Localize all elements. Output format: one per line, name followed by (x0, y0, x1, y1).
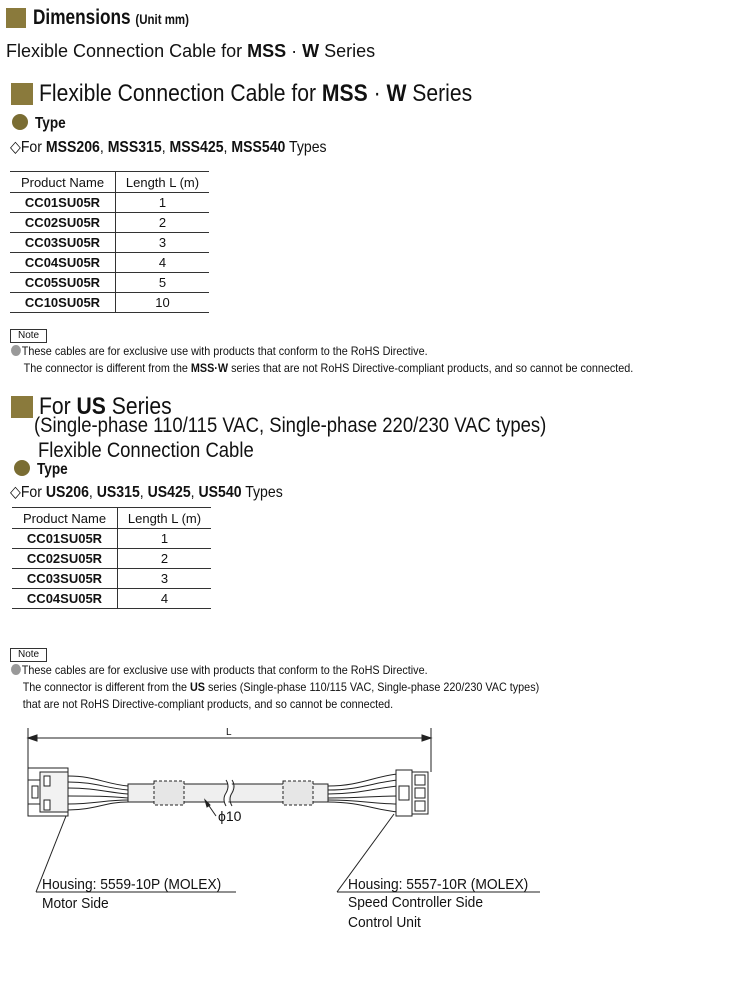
table-row (10, 213, 209, 233)
section1-marker (11, 83, 33, 105)
section2-title-line3: Flexible Connection Cable (38, 439, 254, 462)
type-label: Type (37, 461, 69, 478)
length-cell: 10 (116, 293, 210, 313)
length-cell: 3 (118, 569, 212, 589)
column-header-length: Length L (m) (118, 508, 212, 529)
table-header-row (10, 172, 209, 193)
page-title: Dimensions (Unit mm) (33, 6, 190, 29)
cable-jacket (128, 780, 328, 806)
type-bullet-icon (14, 460, 30, 476)
table-row (12, 529, 211, 549)
diameter-label: ϕ10 (218, 808, 242, 824)
section2-note-label: Note (10, 648, 47, 662)
section2-title: For US Series (39, 393, 173, 420)
product-name-cell: CC02SU05R (10, 213, 116, 233)
motor-side-housing-label: Housing: 5559-10P (MOLEX) (42, 876, 222, 893)
product-name-cell: CC04SU05R (10, 253, 116, 273)
motor-side-wires (68, 776, 128, 810)
control-unit-label: Control Unit (348, 914, 421, 931)
section1-note: These cables are for exclusive use with products that conform to the RoHS Directive. The connector is different from the MSS·W series that are not RoHS Directive-compliant products, and so cannot be connected. (11, 343, 633, 377)
length-cell: 3 (116, 233, 210, 253)
product-name-cell: CC01SU05R (10, 193, 116, 213)
section1-heading (11, 80, 532, 108)
note-bullet-icon (11, 664, 21, 675)
section2-note: These cables are for exclusive use with products that conform to the RoHS Directive. The connector is different from the US series (Single-phase 110/115 VAC, Single-phase 220/230 VAC types) that are not RoHS Directive-compliant products, and so cannot be connected. (11, 662, 539, 713)
motor-side-label: Motor Side (42, 895, 109, 912)
section1-title: Flexible Connection Cable for MSS · W Series (39, 80, 473, 107)
type-label: Type (35, 115, 67, 132)
header-marker (6, 8, 26, 28)
dimension-label-l: L (226, 727, 232, 738)
product-name-cell: CC04SU05R (12, 589, 118, 609)
section2-marker (11, 396, 33, 418)
dimension-arrow-right-icon (422, 735, 431, 741)
controller-side-housing-label: Housing: 5557-10R (MOLEX) (348, 876, 529, 893)
product-name-cell: CC10SU05R (10, 293, 116, 313)
section2-product-table (12, 507, 211, 609)
product-name-cell: CC05SU05R (10, 273, 116, 293)
page-subtitle: Flexible Connection Cable for MSS · W Series (6, 41, 376, 61)
length-cell: 4 (116, 253, 210, 273)
section2-type (14, 460, 74, 479)
section1-type (12, 114, 72, 133)
table-row (10, 253, 209, 273)
table-row (10, 193, 209, 213)
dimension-arrow-left-icon (28, 735, 37, 741)
product-name-cell: CC03SU05R (12, 569, 118, 589)
product-name-cell: CC02SU05R (12, 549, 118, 569)
length-cell: 5 (116, 273, 210, 293)
controller-side-connector (396, 770, 428, 816)
table-row (10, 233, 209, 253)
section2-title-line2: (Single-phase 110/115 VAC, Single-phase 220/230 VAC types) (34, 414, 547, 437)
speed-controller-side-label: Speed Controller Side (348, 894, 484, 911)
note-bullet-icon (11, 345, 21, 356)
length-cell: 1 (116, 193, 210, 213)
table-row (10, 273, 209, 293)
controller-side-wires (328, 774, 398, 812)
table-row (12, 569, 211, 589)
section1-product-table (10, 171, 209, 313)
column-header-length: Length L (m) (116, 172, 210, 193)
length-cell: 2 (118, 549, 212, 569)
length-cell: 1 (118, 529, 212, 549)
motor-side-connector (28, 768, 68, 816)
length-cell: 4 (118, 589, 212, 609)
section1-applicable-models: ◇For MSS206, MSS315, MSS425, MSS540 Types (10, 139, 327, 156)
table-header-row (12, 508, 211, 529)
unit-label: (Unit mm) (135, 11, 190, 27)
type-bullet-icon (12, 114, 28, 130)
section1-note-label: Note (10, 329, 47, 343)
table-row (12, 549, 211, 569)
length-cell: 2 (116, 213, 210, 233)
table-row (12, 589, 211, 609)
product-name-cell: CC03SU05R (10, 233, 116, 253)
column-header-product: Product Name (10, 172, 116, 193)
page-header (6, 6, 224, 30)
product-name-cell: CC01SU05R (12, 529, 118, 549)
table-row (10, 293, 209, 313)
column-header-product: Product Name (12, 508, 118, 529)
section2-applicable-models: ◇For US206, US315, US425, US540 Types (10, 484, 283, 501)
